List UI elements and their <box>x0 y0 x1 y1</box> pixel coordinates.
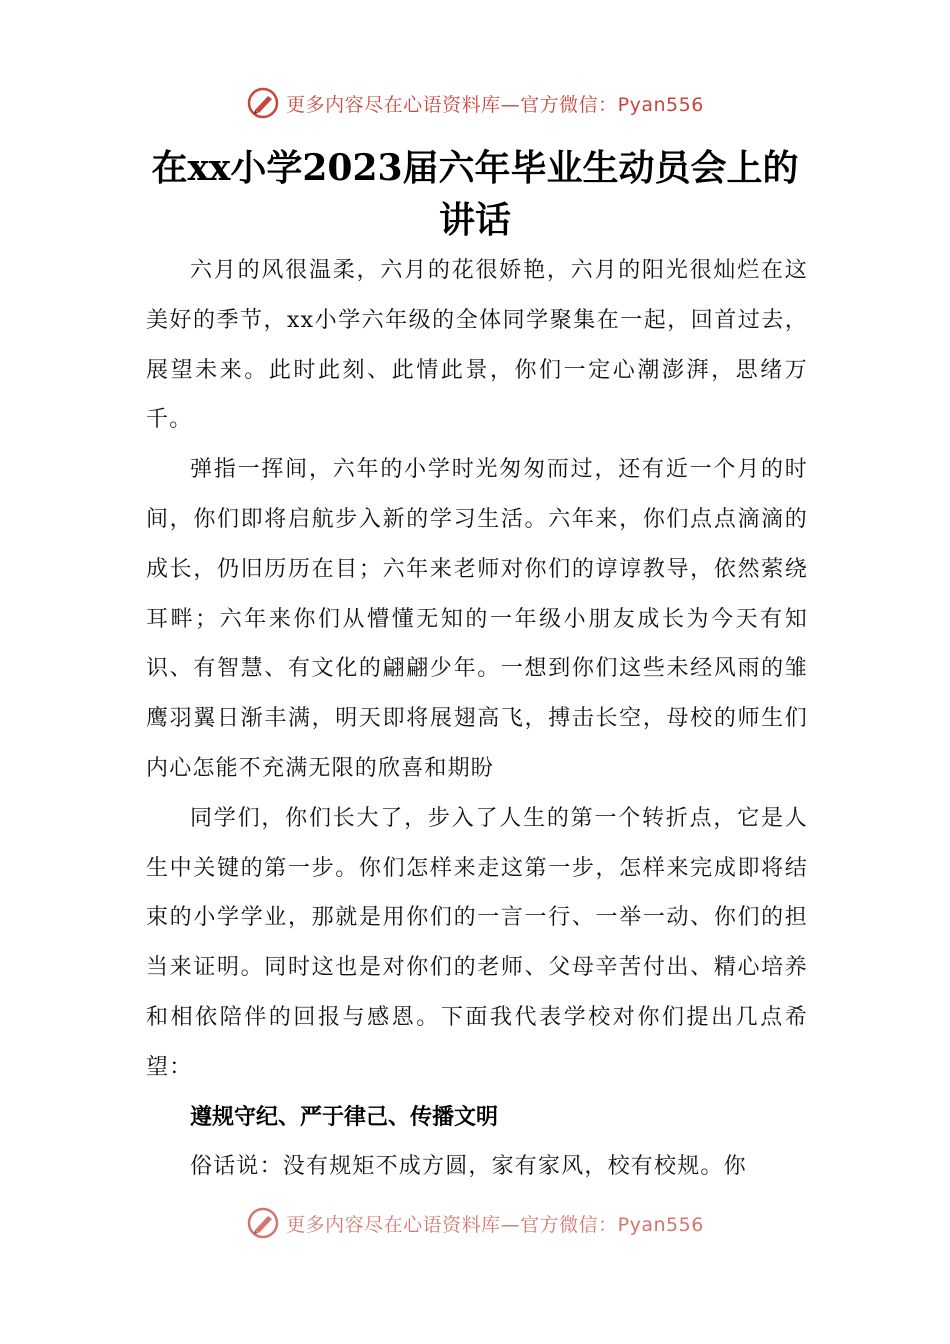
paragraph: 同学们，你们长大了，步入了人生的第一个转折点，它是人生中关键的第一步。你们怎样来走这第一步，怎样来完成即将结束的小学学业，那就是用你们的一言一行、一举一动、你们的担当来证明。同时这也是对你们的老师、父母辛苦付出、精心培养和相依陪伴的回报与感恩。下面我代表学校对你们提出几点希望： <box>146 805 808 1080</box>
watermark-text: 更多内容尽在心语资料库—官方微信：Pyan556 <box>286 1213 704 1236</box>
watermark-footer <box>0 1206 950 1240</box>
watermark-text: 更多内容尽在心语资料库—官方微信：Pyan556 <box>286 93 704 116</box>
watermark-header <box>0 86 950 120</box>
document-body <box>146 246 808 1192</box>
paragraph: 俗话说：没有规矩不成方圆，家有家风，校有校规。你 <box>190 1154 747 1180</box>
paragraph: 六月的风很温柔，六月的花很娇艳，六月的阳光很灿烂在这美好的季节，xx小学六年级的全体同学聚集在一起，回首过去，展望未来。此时此刻、此情此景，你们一定心潮澎湃，思绪万千。 <box>146 258 808 433</box>
pen-logo-icon <box>246 86 280 120</box>
document-title: 在xx小学2023届六年毕业生动员会上的讲话 <box>151 147 799 241</box>
pen-logo-icon <box>246 1206 280 1240</box>
paragraph: 弹指一挥间，六年的小学时光匆匆而过，还有近一个月的时间，你们即将启航步入新的学习生活。六年来，你们点点滴滴的成长，仍旧历历在目；六年来老师对你们的谆谆教导，依然萦绕耳畔；六年来你们从懵懂无知的一年级小朋友成长为今天有知识、有智慧、有文化的翩翩少年。一想到你们这些未经风雨的雏鹰羽翼日渐丰满，明天即将展翅高飞，搏击长空，母校的师生们内心怎能不充满无限的欣喜和期盼 <box>146 457 808 781</box>
section-heading: 遵规守纪、严于律己、传播文明 <box>190 1104 499 1130</box>
